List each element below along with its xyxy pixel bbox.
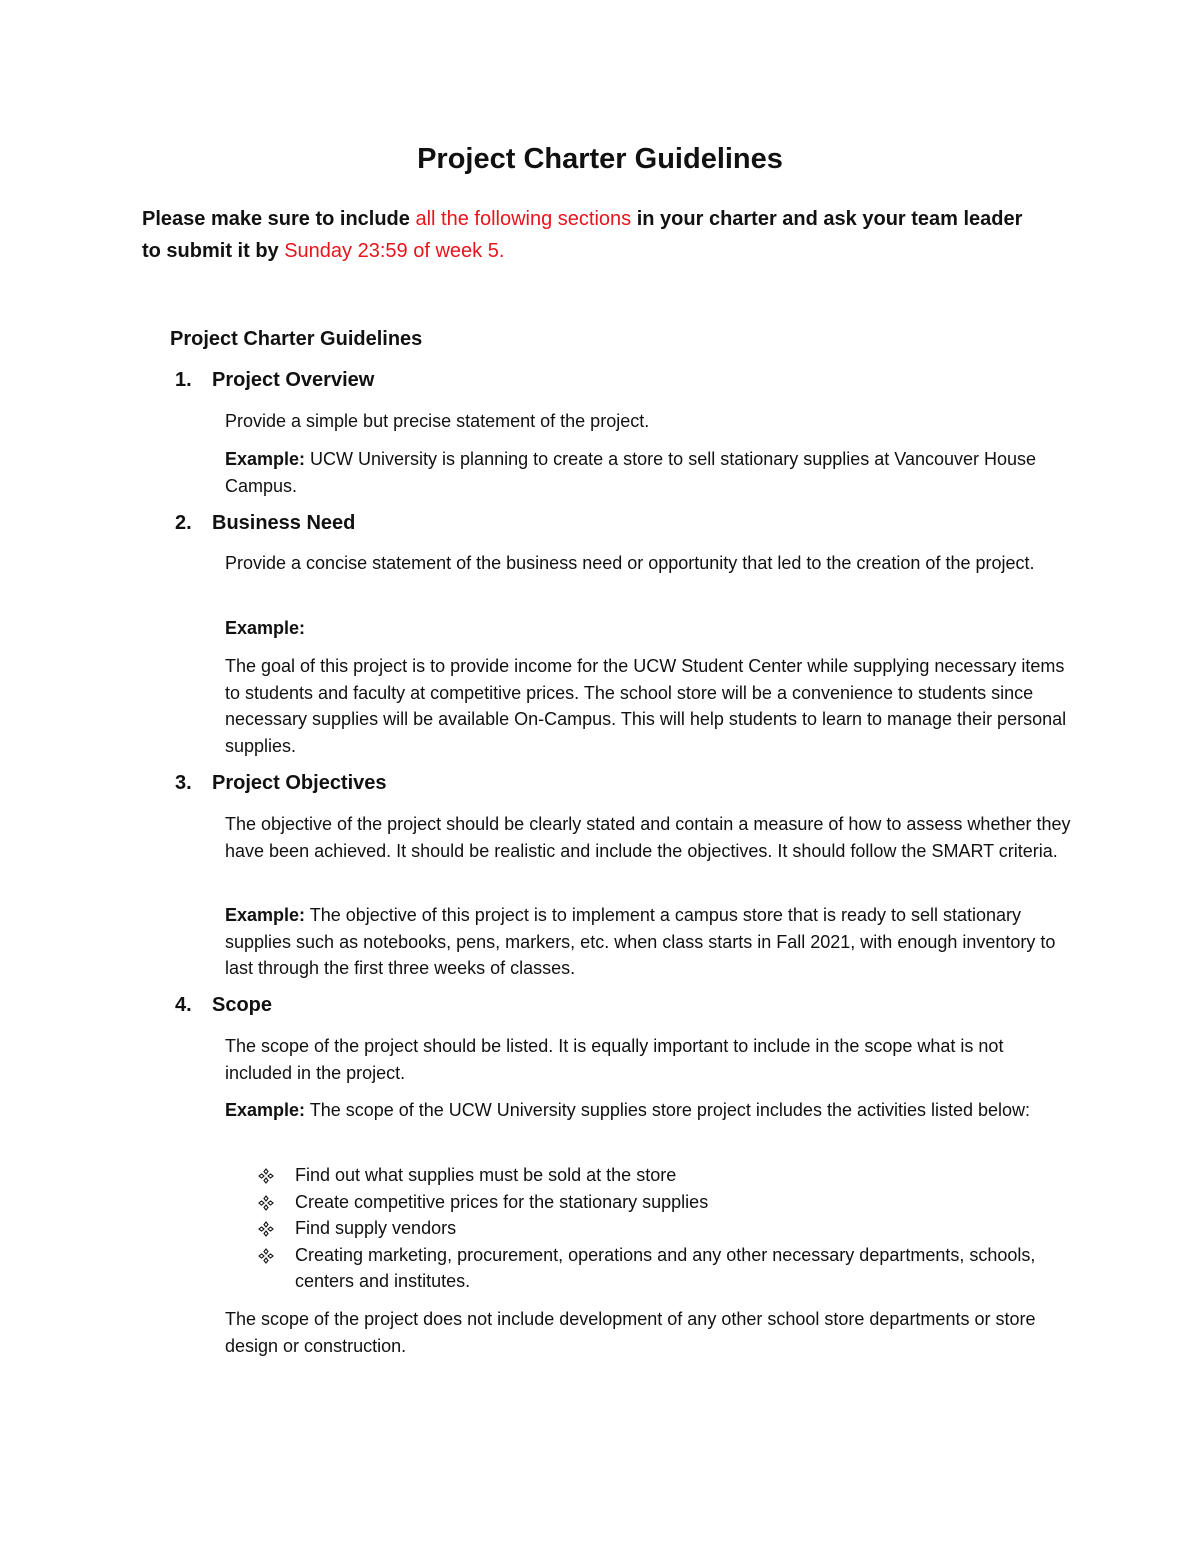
page-title: Project Charter Guidelines xyxy=(417,143,783,175)
intro-text-3: to submit it by xyxy=(142,240,285,262)
section-number: 1. xyxy=(175,369,192,391)
list-item-text: Find supply vendors xyxy=(295,1218,457,1238)
example-text: UCW University is planning to create a store to sell stationary supplies at Vancouver House Campus. xyxy=(225,449,1037,496)
section-number: 3. xyxy=(175,772,192,794)
list-item xyxy=(258,1162,1078,1189)
section-list-title: Project Charter Guidelines xyxy=(170,328,423,350)
list-item xyxy=(258,1242,1078,1295)
section-title: Business Need xyxy=(212,512,356,534)
example-label: Example: xyxy=(225,1100,306,1120)
section-title: Project Objectives xyxy=(212,772,387,794)
section-title: Project Overview xyxy=(212,369,375,391)
section-heading-business-need xyxy=(175,512,355,535)
intro-highlight-sections: all the following sections xyxy=(415,208,632,230)
section-description: The objective of the project should be clearly stated and contain a measure of how to assess whether they have been achieved. It should be realistic and include the objectives. It should follow the SMART criteria. xyxy=(225,814,1071,861)
section-example xyxy=(225,1097,1075,1124)
four-diamond-bullet-icon xyxy=(258,1248,274,1264)
intro-team-leader: team leader xyxy=(911,208,1023,230)
section-description: Provide a simple but precise statement of the project. xyxy=(225,411,650,431)
four-diamond-bullet-icon xyxy=(258,1195,274,1211)
section-example xyxy=(225,615,1075,642)
section-number: 2. xyxy=(175,512,192,534)
section-heading-project-overview xyxy=(175,369,374,392)
section-heading-project-objectives xyxy=(175,772,387,795)
section-description: Provide a concise statement of the business need or opportunity that led to the creation of the project. xyxy=(225,553,1035,573)
example-label: Example: xyxy=(225,449,306,469)
intro-highlight-deadline: Sunday 23:59 of week 5. xyxy=(284,240,505,262)
section-description: The scope of the project should be listed. It is equally important to include in the scope what is not included in the project. xyxy=(225,1036,1004,1083)
section-heading-scope xyxy=(175,994,272,1017)
intro-paragraph xyxy=(142,203,1072,267)
list-item xyxy=(258,1215,1078,1242)
list-item-text: Creating marketing, procurement, operations and any other necessary departments, schools, centers and institutes. xyxy=(295,1244,1036,1291)
list-item-text: Find out what supplies must be sold at the store xyxy=(295,1165,677,1185)
section-example-text: The goal of this project is to provide income for the UCW Student Center while supplying necessary items to students and faculty at competitive prices. The school store will be a convenience to students since necessary supplies will be available On-Campus. This will help students to learn to manage their personal supplies. xyxy=(225,656,1067,756)
intro-text-2: in your charter and ask your xyxy=(631,208,912,230)
example-label: Example: xyxy=(225,618,306,638)
scope-exclusion-paragraph: The scope of the project does not include development of any other school store departments or store design or construction. xyxy=(225,1309,1036,1356)
intro-text-1: Please make sure to include xyxy=(142,208,416,230)
section-number: 4. xyxy=(175,994,192,1016)
section-example xyxy=(225,446,1075,499)
scope-activity-list xyxy=(258,1162,1078,1295)
section-title: Scope xyxy=(212,994,273,1016)
list-item-text: Create competitive prices for the stationary supplies xyxy=(295,1191,709,1212)
example-text: The scope of the UCW University supplies store project includes the activities listed below: xyxy=(305,1100,1031,1120)
example-label: Example: xyxy=(225,905,306,925)
section-example xyxy=(225,902,1075,982)
list-item xyxy=(258,1189,1078,1216)
example-text: The objective of this project is to implement a campus store that is ready to sell stationary supplies such as notebooks, pens, markers, etc. when class starts in Fall 2021, with enough inventory to last through the first three weeks of classes. xyxy=(225,905,1056,978)
four-diamond-bullet-icon xyxy=(258,1168,274,1184)
four-diamond-bullet-icon xyxy=(258,1221,274,1237)
